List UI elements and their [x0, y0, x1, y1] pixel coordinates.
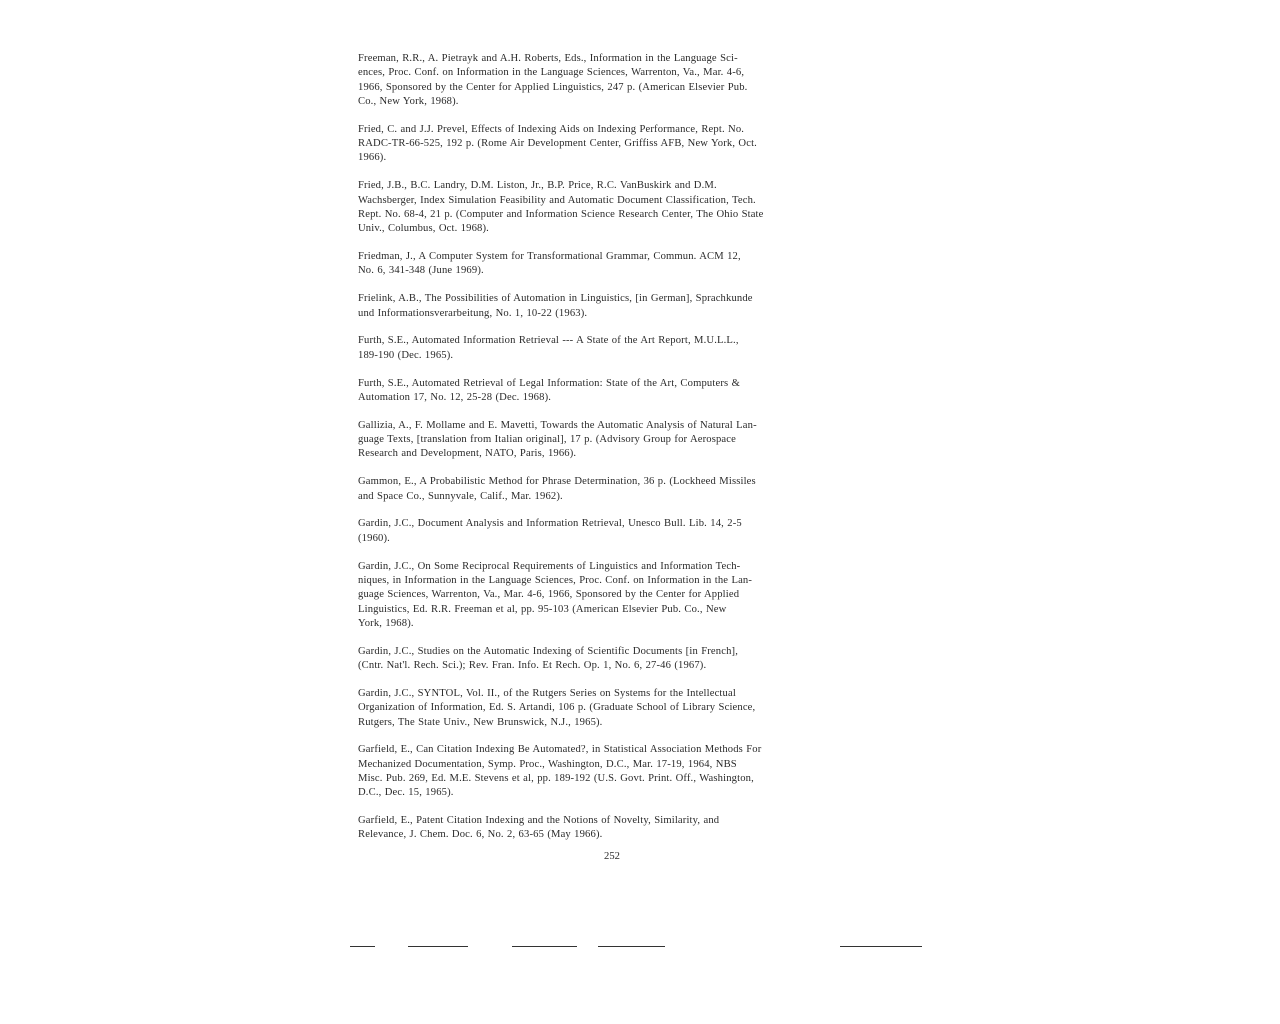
reference-entry [358, 475, 878, 504]
reference-entry [358, 743, 878, 800]
reference-line: (1960). [358, 532, 390, 544]
reference-line: Relevance, J. Chem. Doc. 6, No. 2, 63-65 (May 1966). [358, 829, 603, 841]
reference-line: Univ., Columbus, Oct. 1968). [358, 223, 489, 235]
reference-line: Rutgers, The State Univ., New Brunswick, N.J., 1965). [358, 716, 603, 728]
reference-line: 189-190 (Dec. 1965). [358, 349, 454, 361]
reference-line: guage Sciences, Warrenton, Va., Mar. 4-6, 1966, Sponsored by the Center for Applied [358, 589, 740, 601]
reference-list [358, 52, 878, 856]
reference-line: RADC-TR-66-525, 192 p. (Rome Air Development Center, Griffiss AFB, New York, Oct. [358, 138, 757, 150]
reference-line: 1966). [358, 152, 387, 164]
reference-line: 1966, Sponsored by the Center for Applied Linguistics, 247 p. (American Elsevier Pub. [358, 81, 748, 93]
reference-line: and Space Co., Sunnyvale, Calif., Mar. 1962). [358, 490, 563, 502]
reference-entry [358, 687, 878, 730]
reference-entry [358, 179, 878, 236]
reference-entry [358, 250, 878, 279]
page-number: 252 [604, 851, 620, 862]
reference-line: ences, Proc. Conf. on Information in the Language Sciences, Warrenton, Va., Mar. 4-6, [358, 67, 745, 79]
reference-entry [358, 334, 878, 363]
reference-line: guage Texts, [translation from Italian original], 17 p. (Advisory Group for Aerospace [358, 434, 736, 446]
reference-line: Gardin, J.C., SYNTOL, Vol. II., of the Rutgers Series on Systems for the Intellectual [358, 687, 736, 699]
footer-rule [408, 946, 468, 947]
reference-line: Gardin, J.C., Document Analysis and Information Retrieval, Unesco Bull. Lib. 14, 2-5 [358, 518, 742, 530]
reference-line: D.C., Dec. 15, 1965). [358, 787, 454, 799]
reference-line: Research and Development, NATO, Paris, 1966). [358, 448, 577, 460]
reference-line: Organization of Information, Ed. S. Artandi, 106 p. (Graduate School of Library Science, [358, 702, 756, 714]
reference-line: Gammon, E., A Probabilistic Method for Phrase Determination, 36 p. (Lockheed Missiles [358, 476, 756, 488]
reference-entry [358, 419, 878, 462]
reference-line: Gardin, J.C., On Some Reciprocal Requirements of Linguistics and Information Tech- [358, 560, 741, 572]
reference-line: Mechanized Documentation, Symp. Proc., Washington, D.C., Mar. 17-19, 1964, NBS [358, 758, 737, 770]
reference-line: Wachsberger, Index Simulation Feasibility and Automatic Document Classification, Tech. [358, 194, 756, 206]
reference-line: Gallizia, A., F. Mollame and E. Mavetti, Towards the Automatic Analysis of Natural Lan- [358, 419, 757, 431]
reference-entry [358, 123, 878, 166]
footer-rule [840, 946, 922, 947]
reference-entry [358, 52, 878, 109]
reference-line: Rept. No. 68-4, 21 p. (Computer and Information Science Research Center, The Ohio State [358, 208, 764, 220]
reference-line: Furth, S.E., Automated Retrieval of Legal Information: State of the Art, Computers & [358, 377, 740, 389]
reference-entry [358, 292, 878, 321]
reference-line: Freeman, R.R., A. Pietrayk and A.H. Roberts, Eds., Information in the Language Sci- [358, 53, 738, 64]
reference-line: (Cntr. Nat'l. Rech. Sci.); Rev. Fran. Info. Et Rech. Op. 1, No. 6, 27-46 (1967). [358, 660, 707, 672]
reference-line: und Informationsverarbeitung, No. 1, 10-22 (1963). [358, 307, 588, 319]
reference-line: Frielink, A.B., The Possibilities of Automation in Linguistics, [in German], Sprachkunde [358, 293, 753, 305]
reference-entry [358, 645, 878, 674]
reference-line: Furth, S.E., Automated Information Retrieval --- A State of the Art Report, M.U.L.L., [358, 335, 739, 347]
reference-entry [358, 814, 878, 843]
reference-entry [358, 377, 878, 406]
reference-line: Fried, J.B., B.C. Landry, D.M. Liston, Jr., B.P. Price, R.C. VanBuskirk and D.M. [358, 180, 717, 192]
footer-rule [350, 946, 375, 947]
reference-line: Fried, C. and J.J. Prevel, Effects of Indexing Aids on Indexing Performance, Rept. No. [358, 123, 745, 135]
reference-line: Linguistics, Ed. R.R. Freeman et al, pp. 95-103 (American Elsevier Pub. Co., New [358, 603, 727, 615]
reference-entry [358, 560, 878, 631]
reference-entry [358, 517, 878, 546]
reference-line: Automation 17, No. 12, 25-28 (Dec. 1968). [358, 391, 552, 403]
reference-line: Misc. Pub. 269, Ed. M.E. Stevens et al, pp. 189-192 (U.S. Govt. Print. Off., Washington, [358, 773, 754, 784]
reference-line: No. 6, 341-348 (June 1969). [358, 265, 484, 277]
footer-rule [598, 946, 665, 947]
reference-line: Garfield, E., Can Citation Indexing Be Automated?, in Statistical Association Methods For [358, 744, 762, 756]
reference-line: Gardin, J.C., Studies on the Automatic Indexing of Scientific Documents [in French], [358, 645, 738, 657]
reference-line: York, 1968). [358, 617, 414, 629]
reference-line: Garfield, E., Patent Citation Indexing and the Notions of Novelty, Similarity, and [358, 815, 720, 827]
footer-rule [512, 946, 577, 947]
reference-line: Co., New York, 1968). [358, 95, 459, 107]
reference-line: Friedman, J., A Computer System for Transformational Grammar, Commun. ACM 12, [358, 251, 741, 263]
reference-line: niques, in Information in the Language Sciences, Proc. Conf. on Information in the Lan- [358, 574, 753, 586]
